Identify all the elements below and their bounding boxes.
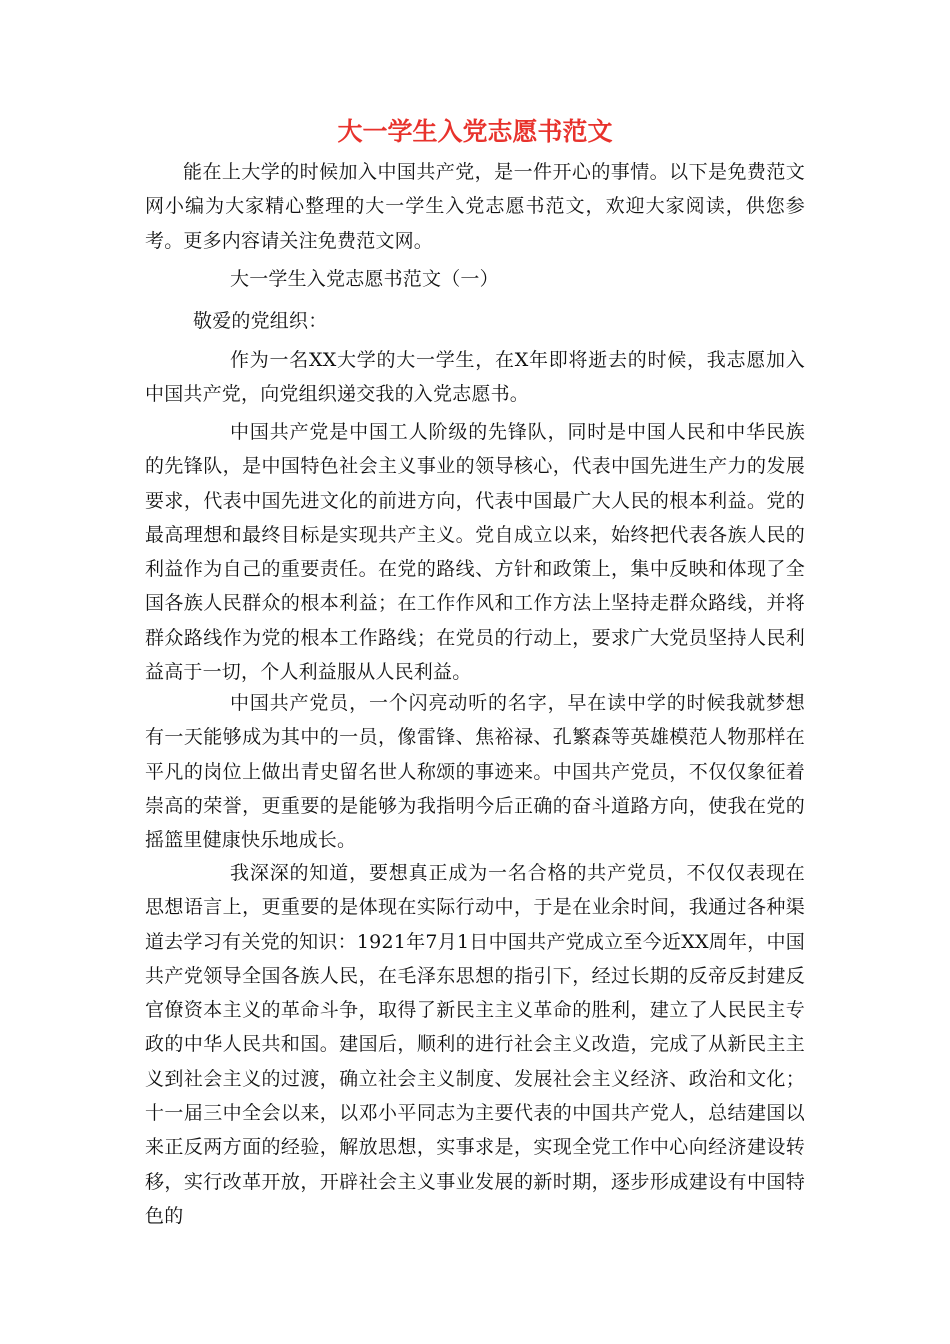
section-subheading: 大一学生入党志愿书范文（一） — [230, 268, 499, 290]
body-paragraph-3: 中国共产党员，一个闪亮动听的名字，早在读中学的时候我就梦想有一天能够成为其中的一员，像雷锋、焦裕禄、孔繁森等英雄模范人物那样在平凡的岗位上做出青史留名世人称颂的事迹来。中国共产党员，不仅仅象征着崇高的荣誉，更重要的是能够为我指明今后正确的奋斗道路方向，使我在党的摇篮里健康快乐地成长。 — [145, 692, 805, 852]
body-paragraph-1: 作为一名XX大学的大一学生，在X年即将逝去的时候，我志愿加入中国共产党，向党组织递交我的入党志愿书。 — [145, 349, 805, 406]
body-paragraph-2: 中国共产党是中国工人阶级的先锋队，同时是中国人民和中华民族的先锋队，是中国特色社会主义事业的领导核心，代表中国先进生产力的发展要求，代表中国先进文化的前进方向，代表中国最广大人民的根本利益。党的最高理想和最终目标是实现共产主义。党自成立以来，始终把代表各族人民的利益作为自己的重要责任。在党的路线、方针和政策上，集中反映和体现了全国各族人民群众的根本利益；在工作作风和工作方法上坚持走群众路线，并将群众路线作为党的根本工作路线；在党员的行动上，要求广大党员坚持人民利益高于一切，个人利益服从人民利益。 — [145, 421, 805, 684]
salutation: 敬爱的党组织： — [193, 310, 328, 332]
intro-paragraph: 能在上大学的时候加入中国共产党，是一件开心的事情。以下是免费范文网小编为大家精心整理的大一学生入党志愿书范文，欢迎大家阅读，供您参考。更多内容请关注免费范文网。 — [145, 161, 805, 252]
document-title: 大一学生入党志愿书范文 — [337, 117, 613, 146]
body-paragraph-4: 我深深的知道，要想真正成为一名合格的共产党员，不仅仅表现在思想语言上，更重要的是体现在实际行动中，于是在业余时间，我通过各种渠道去学习有关党的知识：1921年7月1日中国共产党成立至今近XX周年，中国共产党领导全国各族人民，在毛泽东思想的指引下，经过长期的反帝反封建反官僚资本主义的革命斗争，取得了新民主主义革命的胜利，建立了人民民主专政的中华人民共和国。建国后，顺利的进行社会主义改造，完成了从新民主主义到社会主义的过渡，确立社会主义制度、发展社会主义经济、政治和文化；十一届三中全会以来，以邓小平同志为主要代表的中国共产党人，总结建国以来正反两方面的经验，解放思想，实事求是，实现全党工作中心向经济建设转移，实行改革开放，开辟社会主义事业发展的新时期，逐步形成建设有中国特色的 — [145, 862, 805, 1227]
